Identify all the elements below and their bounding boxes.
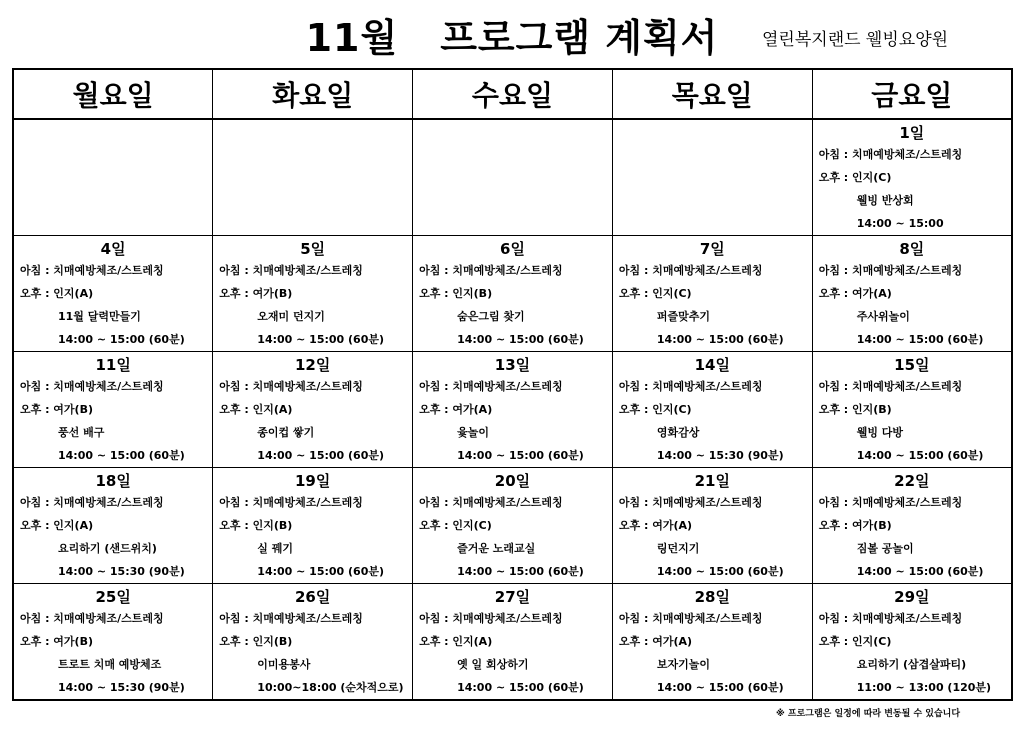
empty-day-cell (612, 119, 812, 236)
day-number: 27일 (494, 588, 531, 606)
day-cell-content (813, 236, 1011, 351)
activity-name: 윷놀이 (457, 426, 489, 439)
day-cell (13, 468, 213, 584)
activity-time: 10:00~18:00 (순차적으로) (257, 681, 404, 694)
afternoon-program: 오후 : 여가(B) (219, 287, 293, 300)
activity-time: 11:00 ~ 13:00 (120분) (856, 681, 992, 694)
activity-time: 14:00 ~ 15:00 (60분) (457, 333, 584, 346)
activity-time: 14:00 ~ 15:00 (60분) (457, 681, 584, 694)
day-cell (812, 584, 1012, 701)
day-cell-content (213, 584, 412, 699)
day-cell (612, 352, 812, 468)
morning-program: 아침 : 치매예방체조/스트레칭 (419, 496, 563, 509)
morning-program: 아침 : 치매예방체조/스트레칭 (20, 496, 164, 509)
activity-time: 14:00 ~ 15:00 (60분) (257, 449, 385, 462)
day-number: 5일 (300, 240, 326, 258)
afternoon-program: 오후 : 인지(A) (20, 519, 94, 532)
day-cell (13, 584, 213, 701)
weekday-header-tue: 화요일 (213, 69, 413, 119)
day-cell (413, 468, 613, 584)
day-number: 28일 (694, 588, 730, 606)
activity-name: 요리하기 (삼겹살파티) (856, 658, 967, 671)
activity-time: 14:00 ~ 15:00 (60분) (257, 565, 385, 578)
afternoon-program: 오후 : 인지(C) (618, 287, 692, 300)
weekday-header-fri: 금요일 (812, 69, 1012, 119)
afternoon-program: 오후 : 인지(B) (219, 635, 293, 648)
day-cell-content (14, 352, 212, 467)
day-cell-content (413, 352, 612, 467)
empty-day-cell (213, 119, 413, 236)
activity-time: 14:00 ~ 15:00 (60분) (656, 333, 784, 346)
activity-name: 이미용봉사 (257, 658, 311, 671)
day-number: 21일 (694, 472, 730, 490)
day-cell (413, 236, 613, 352)
afternoon-program: 오후 : 인지(B) (818, 403, 892, 416)
morning-program: 아침 : 치매예방체조/스트레칭 (219, 380, 363, 393)
afternoon-program: 오후 : 여가(B) (20, 403, 94, 416)
afternoon-program: 오후 : 인지(A) (219, 403, 293, 416)
afternoon-program: 오후 : 인지(A) (419, 635, 493, 648)
morning-program: 아침 : 치매예방체조/스트레칭 (618, 612, 763, 625)
day-number: 29일 (894, 588, 930, 606)
activity-name: 웰빙 반상회 (856, 194, 914, 207)
activity-name: 영화감상 (656, 426, 700, 439)
morning-program: 아침 : 치매예방체조/스트레칭 (618, 496, 763, 509)
activity-name: 풍선 배구 (58, 426, 105, 439)
week-row (13, 468, 1012, 584)
activity-name: 웰빙 다방 (856, 426, 904, 439)
morning-program: 아침 : 치매예방체조/스트레칭 (419, 264, 563, 277)
afternoon-program: 오후 : 인지(C) (818, 635, 892, 648)
day-number: 14일 (694, 356, 730, 374)
day-number: 12일 (295, 356, 331, 374)
day-cell (612, 236, 812, 352)
activity-name: 주사위놀이 (856, 310, 910, 323)
morning-program: 아침 : 치매예방체조/스트레칭 (818, 380, 963, 393)
day-cell-content (813, 352, 1011, 467)
morning-program: 아침 : 치매예방체조/스트레칭 (20, 380, 164, 393)
morning-program: 아침 : 치매예방체조/스트레칭 (219, 264, 363, 277)
activity-time: 14:00 ~ 15:00 (60분) (656, 565, 784, 578)
day-number: 15일 (894, 356, 930, 374)
day-cell-content (613, 584, 812, 699)
week-row (13, 352, 1012, 468)
morning-program: 아침 : 치매예방체조/스트레칭 (618, 264, 763, 277)
day-cell-content (613, 120, 812, 235)
activity-time: 14:00 ~ 15:00 (60분) (457, 565, 584, 578)
day-cell-content (213, 236, 412, 351)
activity-name: 11월 달력만들기 (58, 310, 141, 323)
morning-program: 아침 : 치매예방체조/스트레칭 (419, 612, 563, 625)
day-cell-content (413, 584, 612, 699)
activity-name: 요리하기 (샌드위치) (58, 542, 157, 555)
activity-name: 종이컵 쌓기 (257, 426, 315, 439)
day-number: 6일 (500, 240, 525, 258)
program-calendar (12, 68, 1013, 701)
day-cell-content (613, 468, 812, 583)
title-text: 프로그램 계획서 (440, 16, 719, 60)
afternoon-program: 오후 : 인지(C) (419, 519, 492, 532)
activity-time: 14:00 ~ 15:00 (60분) (58, 333, 185, 346)
day-cell-content (413, 468, 612, 583)
week-row (13, 119, 1012, 236)
day-cell (612, 468, 812, 584)
morning-program: 아침 : 치매예방체조/스트레칭 (818, 148, 963, 161)
weekday-header-thu: 목요일 (612, 69, 812, 119)
day-cell (812, 468, 1012, 584)
week-row (13, 584, 1012, 701)
day-number: 18일 (95, 472, 131, 490)
day-number: 1일 (899, 124, 925, 142)
day-number: 11일 (95, 356, 131, 374)
morning-program: 아침 : 치매예방체조/스트레칭 (818, 264, 963, 277)
afternoon-program: 오후 : 여가(A) (419, 403, 493, 416)
day-cell (213, 468, 413, 584)
afternoon-program: 오후 : 여가(A) (818, 287, 892, 300)
day-cell-content (613, 236, 812, 351)
activity-name: 즐거운 노래교실 (457, 542, 536, 555)
activity-name: 짐볼 공놀이 (856, 542, 914, 555)
morning-program: 아침 : 치매예방체조/스트레칭 (818, 496, 963, 509)
day-number: 8일 (899, 240, 925, 258)
morning-program: 아침 : 치매예방체조/스트레칭 (20, 264, 164, 277)
day-number: 25일 (95, 588, 131, 606)
day-cell (213, 584, 413, 701)
activity-time: 14:00 ~ 15:00 (60분) (457, 449, 584, 462)
afternoon-program: 오후 : 여가(A) (618, 519, 693, 532)
day-number: 22일 (894, 472, 930, 490)
day-cell (13, 352, 213, 468)
day-cell (812, 236, 1012, 352)
morning-program: 아침 : 치매예방체조/스트레칭 (818, 612, 963, 625)
afternoon-program: 오후 : 인지(B) (219, 519, 293, 532)
day-cell (612, 584, 812, 701)
day-cell-content (213, 468, 412, 583)
activity-time: 14:00 ~ 15:00 (60분) (856, 333, 984, 346)
day-cell-content (613, 352, 812, 467)
day-cell (812, 352, 1012, 468)
day-cell-content (213, 120, 412, 235)
activity-time: 14:00 ~ 15:00 (60분) (856, 449, 984, 462)
day-cell-content (813, 584, 1011, 699)
activity-time: 14:00 ~ 15:00 (60분) (656, 681, 784, 694)
activity-time: 14:00 ~ 15:00 (856, 217, 944, 230)
afternoon-program: 오후 : 인지(B) (419, 287, 493, 300)
day-cell (413, 584, 613, 701)
afternoon-program: 오후 : 인지(C) (618, 403, 692, 416)
day-number: 13일 (494, 356, 531, 374)
day-cell-content (813, 468, 1011, 583)
day-number: 7일 (699, 240, 725, 258)
afternoon-program: 오후 : 인지(C) (818, 171, 892, 184)
activity-name: 숨은그림 찾기 (457, 310, 525, 323)
activity-name: 트로트 치매 예방체조 (58, 658, 162, 671)
morning-program: 아침 : 치매예방체조/스트레칭 (219, 612, 363, 625)
activity-time: 14:00 ~ 15:30 (90분) (58, 565, 185, 578)
day-cell-content (14, 236, 212, 351)
day-cell (213, 352, 413, 468)
morning-program: 아침 : 치매예방체조/스트레칭 (419, 380, 563, 393)
weekday-header-row (13, 69, 1012, 119)
day-cell-content (14, 120, 212, 235)
day-cell (13, 236, 213, 352)
day-cell-content (14, 584, 212, 699)
afternoon-program: 오후 : 여가(A) (618, 635, 693, 648)
activity-name: 보자기놀이 (656, 658, 711, 671)
activity-time: 14:00 ~ 15:30 (90분) (656, 449, 784, 462)
activity-time: 14:00 ~ 15:00 (60분) (257, 333, 385, 346)
morning-program: 아침 : 치매예방체조/스트레칭 (219, 496, 363, 509)
day-cell-content (413, 120, 612, 235)
day-number: 26일 (295, 588, 331, 606)
day-cell-content (813, 120, 1011, 235)
activity-name: 링던지기 (656, 542, 700, 555)
activity-time: 14:00 ~ 15:00 (60분) (58, 449, 185, 462)
day-number: 19일 (295, 472, 331, 490)
morning-program: 아침 : 치매예방체조/스트레칭 (618, 380, 763, 393)
empty-day-cell (13, 119, 213, 236)
organization-name: 열린복지랜드 웰빙요양원 (762, 30, 949, 50)
afternoon-program: 오후 : 여가(B) (20, 635, 94, 648)
footer-note: ※ 프로그램은 일정에 따라 변동될 수 있습니다 (776, 709, 961, 719)
afternoon-program: 오후 : 인지(A) (20, 287, 94, 300)
title-month: 11월 (305, 16, 399, 60)
week-row (13, 236, 1012, 352)
day-number: 20일 (494, 472, 531, 490)
morning-program: 아침 : 치매예방체조/스트레칭 (20, 612, 164, 625)
day-cell (213, 236, 413, 352)
day-number: 4일 (100, 240, 126, 258)
activity-name: 퍼즐맞추기 (656, 310, 711, 323)
day-cell-content (213, 352, 412, 467)
empty-day-cell (413, 119, 613, 236)
activity-name: 오재미 던지기 (257, 310, 325, 323)
day-cell (413, 352, 613, 468)
weekday-header-mon: 월요일 (13, 69, 213, 119)
activity-name: 옛 일 회상하기 (457, 658, 529, 671)
afternoon-program: 오후 : 여가(B) (818, 519, 892, 532)
day-cell-content (14, 468, 212, 583)
activity-time: 14:00 ~ 15:30 (90분) (58, 681, 185, 694)
weekday-header-wed: 수요일 (413, 69, 613, 119)
day-cell (812, 119, 1012, 236)
day-cell-content (413, 236, 612, 351)
calendar-body (13, 119, 1012, 700)
activity-time: 14:00 ~ 15:00 (60분) (856, 565, 984, 578)
activity-name: 실 꿰기 (257, 542, 294, 555)
